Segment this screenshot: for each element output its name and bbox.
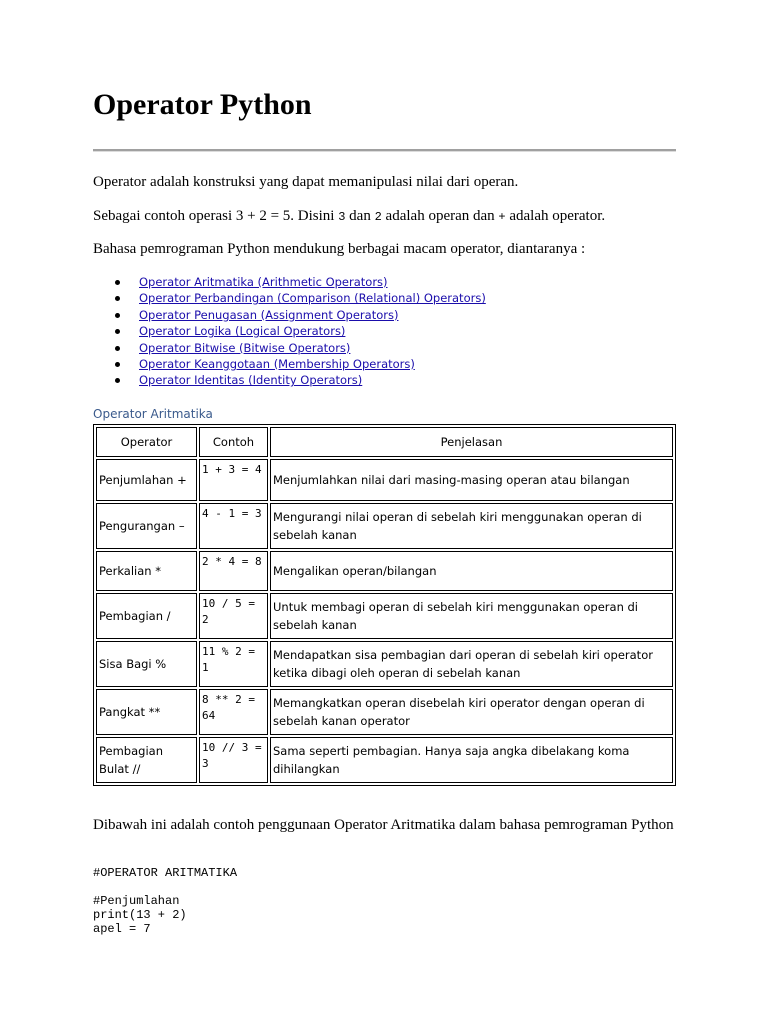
link-membership-operators[interactable]: Operator Keanggotaan (Membership Operators)	[139, 356, 415, 371]
intro-paragraph: Operator adalah konstruksi yang dapat memanipulasi nilai dari operan.	[93, 174, 519, 190]
table-row	[96, 737, 673, 783]
link-bitwise-operators[interactable]: Operator Bitwise (Bitwise Operators)	[139, 340, 351, 355]
list-item	[93, 372, 486, 388]
example-cell: 2 * 4 = 8	[199, 551, 268, 591]
explanation-cell: Sama seperti pembagian. Hanya saja angka dibelakang koma dihilangkan	[270, 737, 673, 783]
operator-cell: Pembagian Bulat //	[96, 737, 197, 783]
example-cell: 4 - 1 = 3	[199, 503, 268, 549]
example-code-2: 2	[374, 210, 382, 224]
operator-cell: Pembagian /	[96, 593, 197, 639]
example-paragraph	[93, 207, 605, 226]
table-row	[96, 593, 673, 639]
column-header-operator: Operator	[96, 427, 197, 457]
outro-paragraph: Dibawah ini adalah contoh penggunaan Operator Aritmatika dalam bahasa pemrograman Python	[93, 817, 674, 833]
link-arithmetic-operators[interactable]: Operator Aritmatika (Arithmetic Operators)	[139, 275, 388, 289]
section-heading: Operator Aritmatika	[93, 407, 213, 421]
link-assignment-operators[interactable]: Operator Penugasan (Assignment Operators)	[139, 307, 399, 322]
link-comparison-operators[interactable]: Operator Perbandingan (Comparison (Relational) Operators)	[139, 291, 486, 306]
table-header-row	[96, 427, 673, 457]
list-item	[93, 307, 486, 323]
column-header-penjelasan: Penjelasan	[270, 427, 673, 457]
example-cell: 10 // 3 = 3	[199, 737, 268, 783]
example-text-1: Sebagai contoh operasi 3 + 2 = 5. Disini	[93, 208, 339, 224]
example-cell: 10 / 5 = 2	[199, 593, 268, 639]
operator-cell: Pangkat **	[96, 689, 197, 735]
link-logical-operators[interactable]: Operator Logika (Logical Operators)	[139, 324, 346, 339]
explanation-cell: Mendapatkan sisa pembagian dari operan di sebelah kiri operator ketika dibagi oleh operan di sebelah kanan	[270, 641, 673, 687]
horizontal-rule	[93, 149, 676, 152]
list-item	[93, 274, 486, 290]
code-block	[93, 866, 237, 936]
list-item	[93, 356, 486, 372]
bullet-icon	[115, 346, 120, 351]
example-code-1: 3	[338, 210, 346, 224]
bullet-icon	[115, 378, 120, 383]
explanation-cell: Mengalikan operan/bilangan	[270, 551, 673, 591]
table-row	[96, 641, 673, 687]
operator-cell: Pengurangan –	[96, 503, 197, 549]
bullet-icon	[115, 280, 120, 285]
arithmetic-operator-table	[93, 424, 676, 786]
table-row	[96, 459, 673, 501]
example-cell: 1 + 3 = 4	[199, 459, 268, 501]
operator-link-list	[93, 274, 486, 389]
explanation-cell: Memangkatkan operan disebelah kiri operator dengan operan di sebelah kanan operator	[270, 689, 673, 735]
bullet-icon	[115, 296, 120, 301]
column-header-contoh: Contoh	[199, 427, 268, 457]
bullet-icon	[115, 313, 120, 318]
code-line: apel = 7	[93, 922, 151, 936]
list-item	[93, 340, 486, 356]
example-code-3: +	[498, 210, 506, 224]
example-text-3: adalah operan dan	[381, 208, 499, 224]
support-paragraph: Bahasa pemrograman Python mendukung berbagai macam operator, diantaranya :	[93, 241, 586, 257]
explanation-cell: Untuk membagi operan di sebelah kiri menggunakan operan di sebelah kanan	[270, 593, 673, 639]
example-cell: 11 % 2 = 1	[199, 641, 268, 687]
code-line: print(13 + 2)	[93, 908, 187, 922]
example-text-4: adalah operator.	[505, 208, 606, 224]
example-text-2: dan	[345, 208, 375, 224]
code-line: #OPERATOR ARITMATIKA	[93, 866, 238, 880]
table-row	[96, 551, 673, 591]
bullet-icon	[115, 362, 120, 367]
bullet-icon	[115, 329, 120, 334]
explanation-cell: Menjumlahkan nilai dari masing-masing operan atau bilangan	[270, 459, 673, 501]
list-item	[93, 323, 486, 339]
table-row	[96, 689, 673, 735]
operator-cell: Perkalian *	[96, 551, 197, 591]
operator-cell: Sisa Bagi %	[96, 641, 197, 687]
link-identity-operators[interactable]: Operator Identitas (Identity Operators)	[139, 373, 363, 388]
explanation-cell: Mengurangi nilai operan di sebelah kiri menggunakan operan di sebelah kanan	[270, 503, 673, 549]
table-row	[96, 503, 673, 549]
example-cell: 8 ** 2 = 64	[199, 689, 268, 735]
page-title: Operator Python	[93, 88, 312, 121]
code-line: #Penjumlahan	[93, 894, 180, 908]
list-item	[93, 290, 486, 306]
operator-cell: Penjumlahan +	[96, 459, 197, 501]
